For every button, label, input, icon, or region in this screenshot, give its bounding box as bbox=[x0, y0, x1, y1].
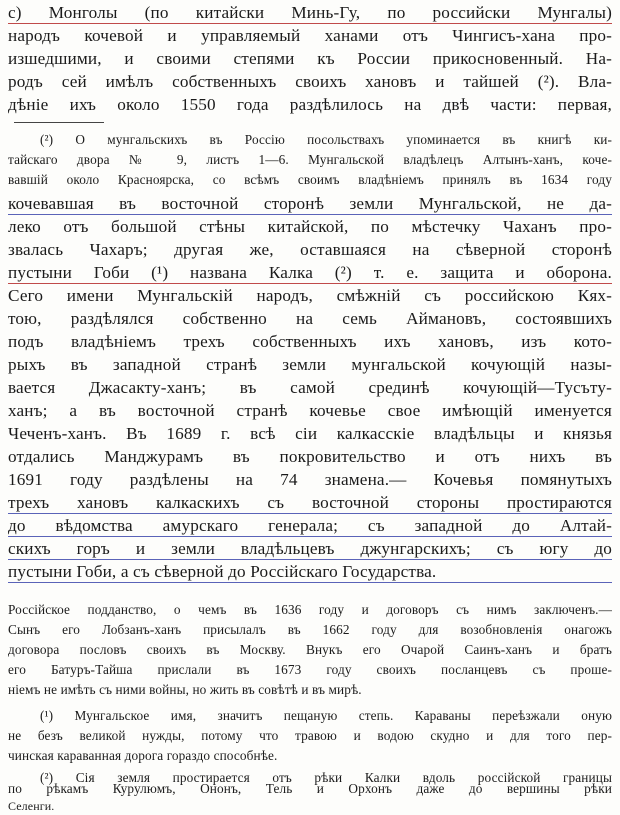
text-line: рыхъ въ западной странѣ земли мунгальской кочующій назы- bbox=[8, 355, 612, 374]
footnote-line: Сынъ его Лобзанъ-ханъ присылалъ въ 1662 году для возобновленія онагожъ bbox=[8, 622, 612, 637]
text-line: родъ сей имѣлъ собственныхъ своихъ хановъ и тайшей (²). Вла- bbox=[8, 72, 612, 91]
text-line: тою, раздѣлялся собственно на семь Аймановъ, состоявшихъ bbox=[8, 309, 612, 328]
text-line: отдались Манджурамъ въ покровительство и отъ нихъ въ bbox=[8, 447, 612, 466]
footnote-line: вавшій около Красноярска, со всѣмъ своимъ владѣніемъ принялъ въ 1634 году bbox=[8, 172, 612, 187]
text-line: пустыни Гоби (¹) названа Калка (²) т. е. защита и оборона. bbox=[8, 263, 612, 282]
footnote-line: по рѣкамъ Курулюмъ, Ононъ, Тель и Орхонъ даже до вершины рѣки bbox=[8, 781, 612, 796]
text-line: звалась Чахаръ; другая же, оставшаяся на сѣверной сторонѣ bbox=[8, 240, 612, 259]
footnote-line: ніемъ не имѣть съ ними войны, но жить въ совѣтѣ и въ мирѣ. bbox=[8, 682, 362, 697]
text-line: с) Монголы (по китайски Минь-Гу, по российски Мунгалы) bbox=[8, 3, 612, 22]
text-line: вается Джасакту-ханъ; въ самой срединѣ кочующій—Тусъту- bbox=[8, 378, 612, 397]
text-line: Сего имени Мунгальскій народъ, смѣжній съ российскою Кях- bbox=[8, 286, 612, 305]
text-line: народъ кочевой и управляемый ханами отъ Чингисъ-хана про- bbox=[8, 26, 612, 45]
text-line: до вѣдомства амурскаго генерала; съ западной до Алтай- bbox=[8, 516, 612, 535]
footnote-line: Селенги. bbox=[8, 799, 55, 813]
text-line: пустыни Гоби, а съ сѣверной до Россійскаго Государства. bbox=[8, 562, 612, 583]
footnote-line: (¹) Мунгальское имя, значитъ пещаную степь. Караваны переѣзжали оную bbox=[40, 708, 612, 723]
text-line: подъ владѣніемъ трехъ собственныхъ ихъ хановъ, изъ кото- bbox=[8, 332, 612, 351]
footnote-line: чинская караванная дорога гораздо способнѣе. bbox=[8, 748, 278, 763]
text-line: кочевавшая въ восточной сторонѣ земли Мунгальской, не да- bbox=[8, 194, 612, 213]
footnote-line: договора пословъ своихъ въ Москву. Внукъ его Очарой Саинъ-ханъ и братъ bbox=[8, 642, 612, 657]
text-line: скихъ горъ и земли владѣльцевъ джунгарскихъ; съ югу до bbox=[8, 539, 612, 558]
text-line: трехъ хановъ калкаскихъ съ восточной стороны простираются bbox=[8, 493, 612, 512]
footnote-line: не безъ великой нужды, потому что травою и водою скудно и для того пер- bbox=[8, 728, 612, 743]
text-line: ханъ; а въ восточной странѣ кочевье свое имѣющій именуется bbox=[8, 401, 612, 420]
footnote-line: его Батуръ-Тайша прислали въ 1673 году своихъ посланцевъ съ проше- bbox=[8, 662, 612, 677]
footnote-line: (²) О мунгальскихъ въ Россію посольствахъ упоминается въ книгѣ ки- bbox=[40, 132, 612, 147]
footnote-line: тайскаго двора № 9, листъ 1—6. Мунгальской владѣлецъ Алтынъ-ханъ, коче- bbox=[8, 152, 612, 167]
text-line: Чеченъ-ханъ. Въ 1689 г. всѣ сіи калкасскіе владѣльцы и князья bbox=[8, 424, 612, 443]
text-line: 1691 году раздѣлены на 74 знамена.— Кочевья помянутыхъ bbox=[8, 470, 612, 489]
text-line: леко отъ большой стѣны китайской, по мѣстечку Чаханъ про- bbox=[8, 217, 612, 236]
footnote-separator bbox=[14, 122, 104, 123]
text-line: изшедшими, и своими степями къ России прикосновенный. На- bbox=[8, 49, 612, 68]
text-line: дѣніе ихъ около 1550 года раздѣлилось на двѣ части: первая, bbox=[8, 95, 612, 114]
footnote-line: Россійское подданство, о чемъ въ 1636 году и договоръ съ нимъ заключенъ.— bbox=[8, 602, 612, 617]
footnote-line: (²) Сія земля простирается отъ рѣки Калки вдоль россійской границы bbox=[40, 770, 612, 785]
